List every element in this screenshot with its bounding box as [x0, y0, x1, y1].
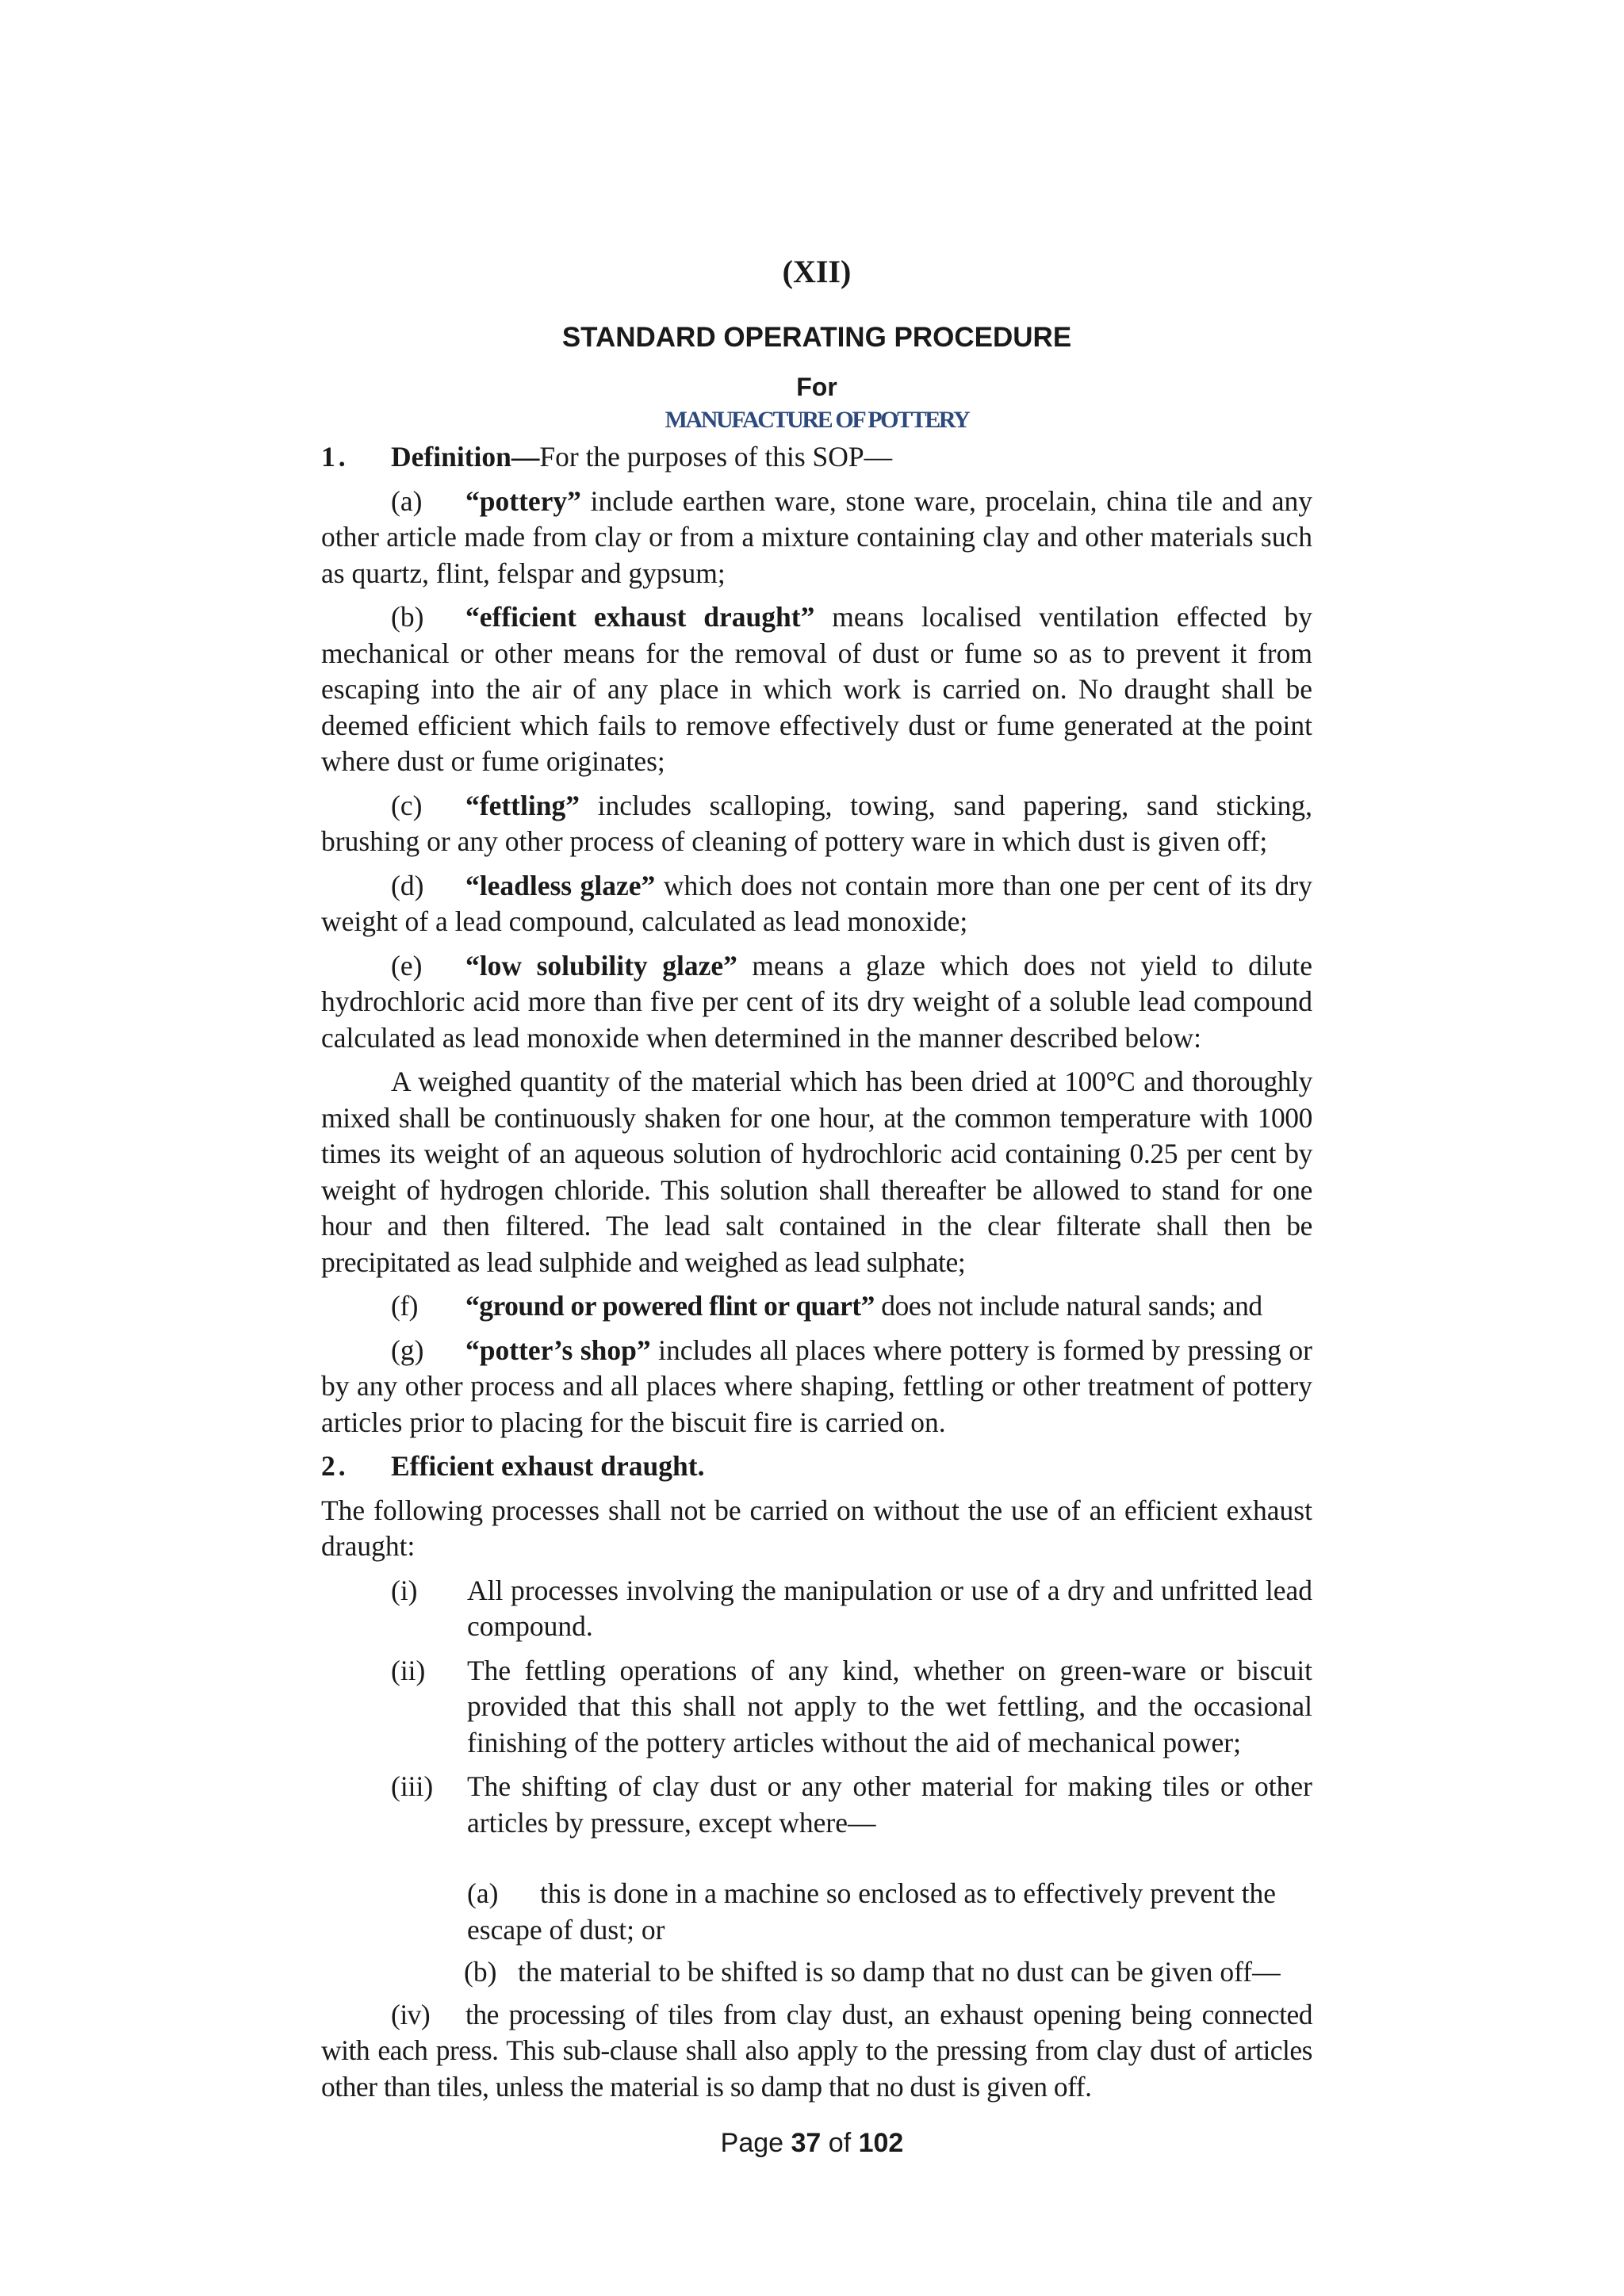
definition-term: “efficient exhaust draught”: [465, 601, 815, 633]
section-intro: For the purposes of this SOP—: [539, 441, 893, 473]
subitem-text: the material to be shifted is so damp that no dust can be given off—: [518, 1956, 1281, 1988]
definition-text: which does not contain more than one per cent of its dry weight of a lead compound, calculated as lead monoxide;: [321, 869, 1312, 937]
definition-text: does not include natural sands; and: [874, 1290, 1262, 1322]
definition-b: [321, 599, 1312, 780]
definition-f: [321, 1288, 1312, 1325]
definition-label: (c): [391, 789, 423, 821]
of-word: of: [828, 2128, 852, 2158]
current-page-number: 37: [791, 2128, 822, 2158]
definition-term: “ground or powered flint or quart”: [465, 1290, 875, 1322]
chapter-number: (XII): [782, 254, 852, 289]
page-footer: [0, 2126, 1624, 2160]
definition-label: (a): [391, 484, 423, 517]
item-label: (iv): [391, 1998, 431, 2030]
definition-term: “potter’s shop”: [465, 1334, 651, 1366]
definition-term: “leadless glaze”: [465, 869, 656, 901]
definition-label: (f): [391, 1290, 418, 1322]
section-title: Definition—: [391, 441, 540, 473]
subitem-label: (a): [467, 1877, 499, 1909]
page-word: Page: [720, 2128, 784, 2158]
definition-term: “low solubility glaze”: [465, 949, 737, 982]
definition-label: (b): [391, 601, 424, 633]
total-pages: 102: [858, 2128, 904, 2158]
section-2-heading: [321, 1448, 1312, 1485]
exception-a: [321, 1876, 1312, 1948]
exception-b: [321, 1954, 1312, 1991]
title-for: For: [796, 373, 837, 401]
definition-d: [321, 868, 1312, 940]
item-text: All processes involving the manipulation or use of a dry and unfritted lead compound.: [467, 1574, 1312, 1642]
definition-term: “pottery”: [465, 484, 581, 517]
definition-label: (e): [391, 949, 423, 982]
definition-text: means localised ventilation effected by mechanical or other means for the removal of dust or fume so as to prevent it from escaping into the air of any place in which work is carried on. No draught shall be deemed efficient which fails to remove effectively dust or fume generated at the point where dust or fume originates;: [321, 601, 1312, 777]
definition-a: [321, 484, 1312, 592]
item-label: (iii): [391, 1770, 434, 1802]
process-item-iv: [321, 1997, 1312, 2106]
process-item-ii: [321, 1653, 1312, 1762]
item-text: The fettling operations of any kind, whether on green-ware or biscuit provided that this shall not apply to the wet fettling, and the occasional finishing of the pottery articles without the aid of mechanical power;: [467, 1654, 1312, 1758]
document-subject: MANUFACTURE OF POTTERY: [665, 407, 969, 433]
item-text: the processing of tiles from clay dust, an exhaust opening being connected with each press. This sub-clause shall also apply to the pressing from clay dust of articles other than tiles, unless the material is so damp that no dust is given off.: [321, 1998, 1312, 2103]
process-item-i: [321, 1573, 1312, 1645]
process-item-iii: [321, 1769, 1312, 1841]
section-1-heading: [321, 439, 1312, 476]
definition-text: includes all places where pottery is formed by pressing or by any other process and all places where shaping, fettling or other treatment of pottery articles prior to placing for the biscuit fire is carried on.: [321, 1334, 1312, 1438]
definition-c: [321, 788, 1312, 860]
definition-e: [321, 948, 1312, 1057]
definition-text: means a glaze which does not yield to dilute hydrochloric acid more than five per cent of its dry weight of a soluble lead compound calculated as lead monoxide when determined in the manner described below:: [321, 949, 1313, 1054]
definition-label: (d): [391, 869, 424, 901]
definition-term: “fettling”: [465, 789, 580, 821]
subitem-text: this is done in a machine so enclosed as to effectively prevent the escape of dust; or: [467, 1877, 1276, 1946]
section-title: Efficient exhaust draught.: [391, 1450, 705, 1482]
item-text: The shifting of clay dust or any other material for making tiles or other articles by pressure, except where—: [467, 1770, 1312, 1839]
section-2-intro: The following processes shall not be carried on without the use of an efficient exhaust draught:: [321, 1494, 1312, 1562]
definition-g: [321, 1333, 1312, 1441]
section-number: 1.: [321, 441, 349, 473]
section-number: 2.: [321, 1450, 349, 1482]
definition-text: include earthen ware, stone ware, procelain, china tile and any other article made from clay or from a mixture containing clay and other materials such as quartz, flint, felspar and gypsum;: [321, 484, 1312, 589]
subitem-label: (b): [464, 1956, 497, 1988]
document-title: STANDARD OPERATING PROCEDURE: [561, 322, 1072, 353]
definition-text: includes scalloping, towing, sand papering, sand sticking, brushing or any other process of cleaning of pottery ware in which dust is given off;: [321, 789, 1312, 857]
test-method-paragraph: A weighed quantity of the material which has been dried at 100°C and thoroughly mixed shall be continuously shaken for one hour, at the common temperature with 1000 times its weight of an aqueous solution of hydrochloric acid containing 0.25 per cent by weight of hydrogen chloride. This solution shall thereafter be allowed to stand for one hour and then filtered. The lead salt contained in the clear filterate shall then be precipitated as lead sulphide and weighed as lead sulphate;: [321, 1066, 1312, 1278]
page-content: [321, 252, 1312, 2113]
definition-label: (g): [391, 1334, 424, 1366]
item-label: (ii): [391, 1654, 426, 1686]
item-label: (i): [391, 1574, 418, 1606]
